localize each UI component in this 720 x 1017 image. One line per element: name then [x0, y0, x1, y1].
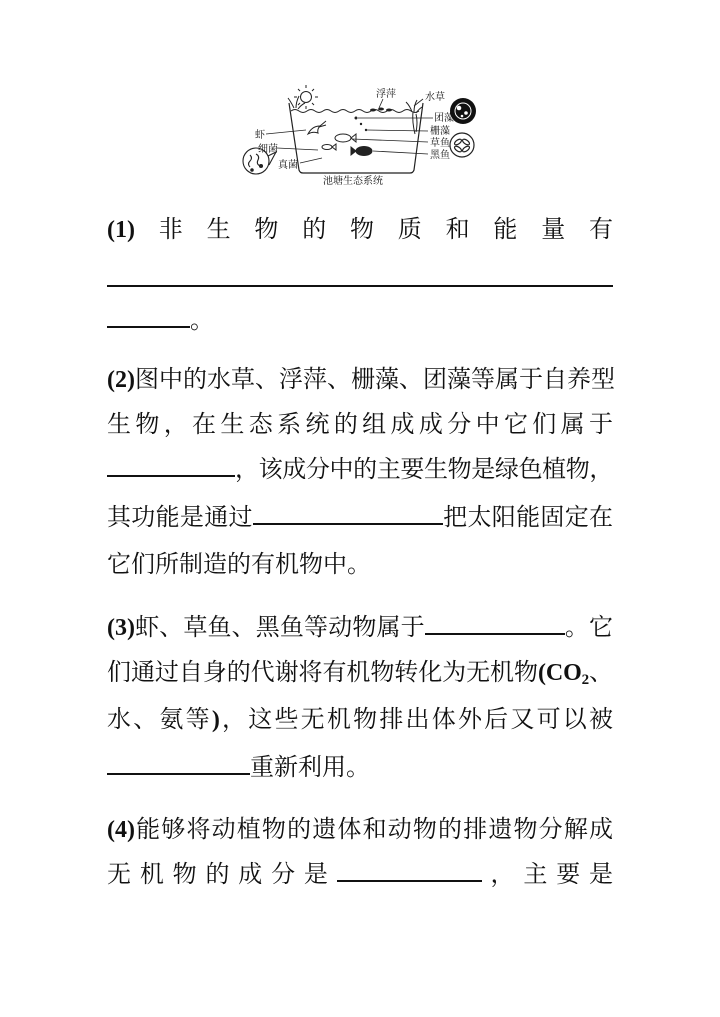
label-grass-carp: 草鱼 [430, 138, 450, 149]
label-duckweed: 浮萍 [376, 89, 396, 100]
question-text: 非生物的物质和能量有 [134, 217, 613, 243]
question-number: (2) [107, 367, 135, 393]
answer-blank [337, 860, 482, 882]
question-text: 们通过自身的代谢将有机物转化为无机物 [107, 660, 538, 686]
question-text: 、 [589, 660, 614, 686]
algae-icon [355, 117, 368, 132]
answer-blank [107, 455, 235, 477]
chemical-formula: (CO [537, 660, 582, 686]
question-1-line-2 [107, 264, 613, 296]
fish-icon [322, 134, 372, 156]
answer-blank [425, 613, 565, 635]
question-text: 重新利用。 [250, 755, 370, 781]
question-2-line-1 [107, 364, 613, 396]
question-text: 生物，在生态系统的组成成分中它们属于 [107, 412, 613, 438]
answer-blank [107, 265, 613, 287]
question-2-line-4 [107, 502, 613, 534]
answer-blank [107, 753, 250, 775]
label-fungi: 真菌 [278, 160, 298, 171]
shrimp-icon [308, 121, 326, 134]
scenedesmus-magnified-icon [450, 133, 474, 157]
question-2-line-2 [107, 409, 613, 441]
question-text: ，这些无机物排出体外后又可以被 [219, 707, 614, 733]
answer-blank [253, 503, 443, 525]
label-scenedesmus: 栅藻 [430, 126, 450, 137]
question-3-line-1 [107, 612, 613, 644]
label-water-grass: 水草 [425, 92, 445, 103]
label-bacteria: 细菌 [258, 144, 278, 155]
question-text: 它们所制造的有机物中。 [107, 552, 371, 578]
question-text: 。 [190, 308, 214, 334]
leader-lines [266, 99, 433, 163]
grass-icon [288, 96, 305, 109]
label-snakehead: 黑鱼 [430, 150, 450, 161]
question-4-line-1 [107, 814, 613, 846]
pond-ecosystem-diagram [230, 80, 480, 195]
question-number: (4) [107, 817, 135, 843]
question-text: ，该成分中的主要生物是绿色植物， [235, 457, 613, 483]
question-number: (1) [107, 217, 135, 243]
question-text: 虾、草鱼、黑鱼等动物属于 [134, 615, 425, 641]
sun-icon [294, 85, 318, 109]
question-4-line-2 [107, 859, 613, 891]
label-shrimp: 虾 [255, 130, 265, 141]
question-text: 水、氨等 [107, 707, 212, 733]
duckweed-icon [370, 108, 392, 112]
answer-blank [107, 306, 190, 328]
question-text: 图中的水草、浮萍、栅藻、团藻等属于自养型 [134, 367, 615, 393]
question-1-line-3 [107, 305, 613, 337]
question-3-line-3 [107, 704, 613, 736]
label-volvox: 团藻 [434, 113, 454, 124]
closing-paren: ) [211, 707, 220, 733]
question-number: (3) [107, 615, 135, 641]
question-2-line-5 [107, 549, 613, 581]
question-text: 把太阳能固定在 [442, 505, 614, 531]
question-text: 能够将动植物的遗体和动物的排遗物分解成 [134, 817, 613, 843]
formula-subscript: 2 [581, 672, 590, 688]
question-1-line-1 [107, 214, 613, 246]
question-text: 无机物的成分是 [107, 862, 337, 888]
diagram-caption: 池塘生态系统 [323, 176, 383, 187]
question-text: 。它 [564, 615, 614, 641]
water-surface [291, 110, 419, 113]
question-3-line-4 [107, 752, 613, 784]
question-text: ，主要是 [481, 862, 614, 888]
question-3-line-2 [107, 657, 613, 689]
question-2-line-3 [107, 454, 613, 486]
question-text: 其功能是通过 [107, 505, 253, 531]
